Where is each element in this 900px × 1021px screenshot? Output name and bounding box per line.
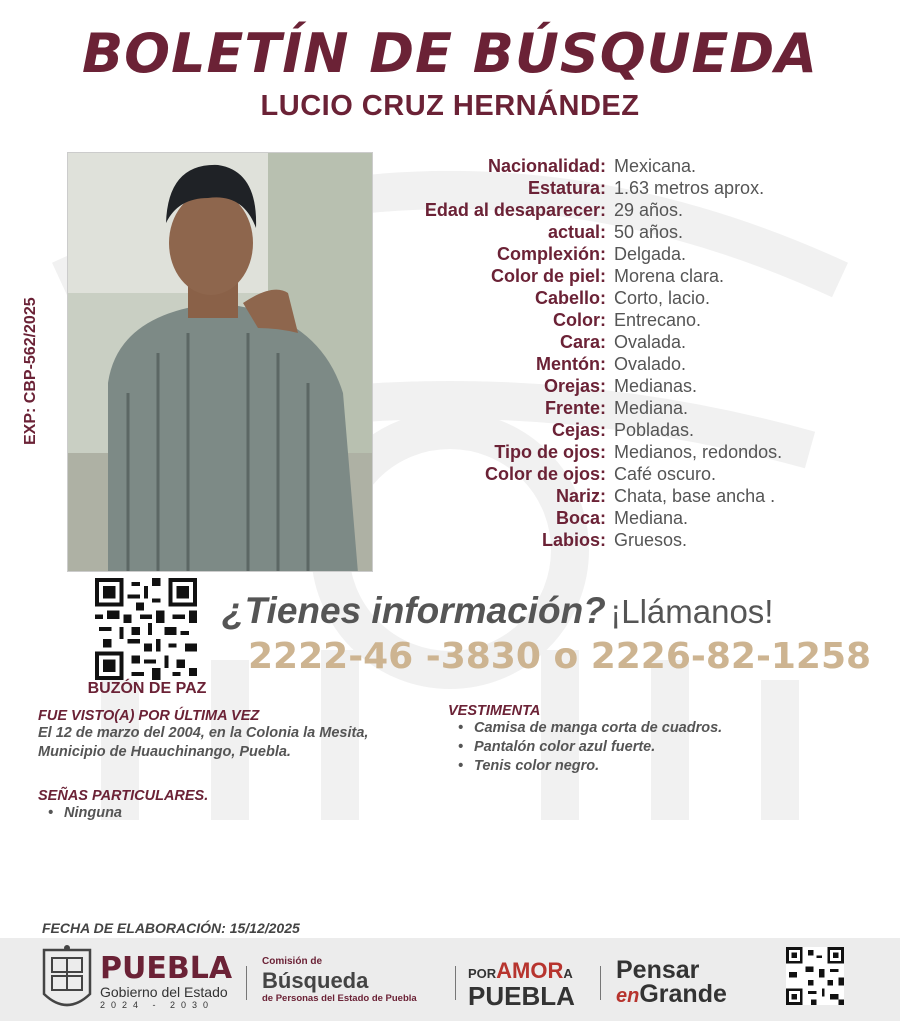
cta-call: ¡Llámanos! [610, 593, 774, 630]
state-seal-icon [40, 944, 94, 1016]
field-label: Estatura: [527, 177, 606, 198]
logo-text: A [563, 966, 573, 981]
pensar-en-grande-logo [616, 958, 727, 1008]
field-label: Edad al desaparecer: [424, 199, 606, 220]
divider [246, 966, 247, 1000]
field-value: Mediana. [614, 507, 689, 528]
field-label: Complexión: [496, 243, 606, 264]
field-label: Cejas: [551, 419, 606, 440]
puebla-logo-text: PUEBLA [100, 951, 233, 986]
field-value: Medianos, redondos. [614, 441, 783, 462]
field-row [380, 463, 880, 485]
field-label: actual: [547, 221, 606, 242]
field-value: Entrecano. [614, 309, 702, 330]
field-label: Labios: [541, 529, 606, 550]
field-row [380, 265, 880, 287]
marks-section [38, 788, 438, 823]
logo-text: POR [468, 966, 497, 981]
field-row [380, 287, 880, 309]
last-seen-section [38, 708, 438, 762]
field-label: Color de ojos: [485, 463, 606, 484]
field-row [380, 441, 880, 463]
case-number: EXP: CBP-562/2025 [22, 297, 39, 445]
commission-name: Búsqueda [262, 968, 369, 993]
field-label: Cabello: [534, 287, 606, 308]
field-label: Nacionalidad: [487, 155, 606, 176]
qr-caption: BUZÓN DE PAZ [87, 680, 207, 697]
person-name: LUCIO CRUZ HERNÁNDEZ [260, 90, 640, 122]
government-text: Gobierno del Estado [100, 984, 228, 1000]
field-value: 1.63 metros aprox. [614, 177, 765, 198]
last-seen-title: FUE VISTO(A) POR ÚLTIMA VEZ [38, 708, 260, 724]
list-item: • Tenis color negro. [448, 757, 868, 776]
footer-logos [0, 938, 900, 1021]
field-row [380, 485, 880, 507]
field-value: Ovalada. [614, 331, 687, 352]
field-label: Boca: [555, 507, 606, 528]
field-row [380, 529, 880, 551]
last-seen-line: El 12 de marzo del 2004, en la Colonia la Mesita, [38, 725, 369, 741]
field-value: Corto, lacio. [614, 287, 711, 308]
field-row [380, 419, 880, 441]
list-item: • Camisa de manga corta de cuadros. [448, 719, 868, 738]
field-row [380, 155, 880, 177]
description-fields [380, 155, 880, 551]
footer-qr-code-icon[interactable] [786, 947, 844, 1005]
logo-text: en [616, 985, 640, 1007]
field-row [380, 375, 880, 397]
field-row [380, 309, 880, 331]
clothing-section [448, 703, 868, 776]
field-row [380, 353, 880, 375]
bulletin-title: BOLETÍN DE BÚSQUEDA [82, 22, 818, 85]
commission-subtitle: de Personas del Estado de Puebla [262, 993, 417, 1004]
field-label: Color: [553, 309, 606, 330]
field-value: Ovalado. [614, 353, 687, 374]
divider [600, 966, 601, 1000]
field-value: Mediana. [614, 397, 689, 418]
logo-text: PUEBLA [468, 981, 575, 1011]
field-value: 50 años. [614, 221, 684, 242]
field-value: Mexicana. [614, 155, 697, 176]
field-label: Nariz: [555, 485, 606, 506]
logo-text: Grande [639, 980, 727, 1008]
field-value: Gruesos. [614, 529, 688, 550]
government-years: 2024 - 2030 [100, 1000, 215, 1010]
divider [455, 966, 456, 1000]
field-row [380, 177, 880, 199]
list-item: • Ninguna [38, 804, 438, 823]
marks-title: SEÑAS PARTICULARES. [38, 788, 209, 804]
field-row [380, 221, 880, 243]
list-item: • Pantalón color azul fuerte. [448, 738, 868, 757]
field-value: Pobladas. [614, 419, 695, 440]
field-label: Orejas: [543, 375, 606, 396]
person-photo [67, 152, 373, 572]
commission-text: Comisión de [262, 956, 323, 967]
field-row [380, 243, 880, 265]
logo-text: AMOR [496, 958, 564, 983]
field-value: 29 años. [614, 199, 684, 220]
field-value: Delgada. [614, 243, 687, 264]
cta-question: ¿Tienes información? [222, 590, 606, 631]
field-label: Frente: [544, 397, 606, 418]
logo-text: Pensar [616, 956, 700, 984]
clothing-title: VESTIMENTA [448, 703, 541, 719]
qr-code-icon[interactable] [95, 578, 197, 680]
field-row [380, 507, 880, 529]
last-seen-line: Municipio de Huauchinango, Puebla. [38, 744, 291, 760]
field-row [380, 397, 880, 419]
field-label: Color de piel: [490, 265, 606, 286]
field-value: Medianas. [614, 375, 698, 396]
field-value: Chata, base ancha . [614, 485, 776, 506]
field-value: Morena clara. [614, 265, 725, 286]
phone-numbers[interactable]: 2222-46 -3830 o 2226-82-1258 [248, 636, 872, 677]
field-row [380, 331, 880, 353]
field-value: Café oscuro. [614, 463, 717, 484]
field-label: Cara: [559, 331, 606, 352]
field-label: Tipo de ojos: [494, 441, 606, 462]
por-amor-puebla-logo [468, 958, 575, 1011]
elaboration-date: FECHA DE ELABORACIÓN: 15/12/2025 [42, 920, 300, 936]
field-label: Mentón: [536, 353, 606, 374]
call-to-action [222, 590, 892, 632]
field-row [380, 199, 880, 221]
